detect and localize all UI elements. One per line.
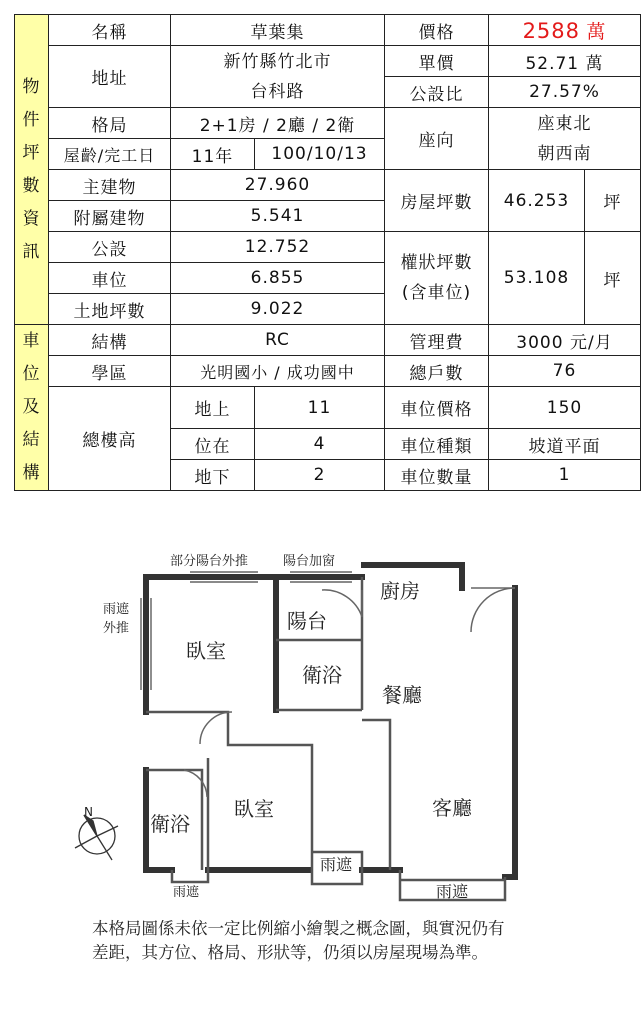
orientation-value: 座東北 朝西南 [489,108,641,170]
label-balcony-push-out: 部分陽台外推 [170,554,249,569]
unit-price-label: 單價 [385,46,489,77]
age-value: 11年 [171,139,255,170]
parking-value: 6.855 [171,263,385,294]
annex-value: 5.541 [171,201,385,232]
land-area-value: 9.022 [171,294,385,325]
parking-price-value: 150 [489,387,641,429]
parking-label: 車位 [49,263,171,294]
public-label: 公設 [49,232,171,263]
compass-label: N [84,805,93,819]
label-awning-3: 雨遮 [436,882,469,901]
parking-type-label: 車位種類 [385,429,489,460]
main-building-label: 主建物 [49,170,171,201]
management-fee-value: 3000 元/月 [489,325,641,356]
school-value: 光明國小 / 成功國中 [171,356,385,387]
house-area-value: 46.253 [489,170,585,232]
unit-price-value: 52.71 萬 [489,46,641,77]
land-area-label: 土地坪數 [49,294,171,325]
room-bedroom-1: 臥室 [186,639,226,663]
parking-price-label: 車位價格 [385,387,489,429]
parking-count-label: 車位數量 [385,460,489,491]
price-label: 價格 [385,15,489,46]
deed-area-label: 權狀坪數 (含車位) [385,232,489,325]
room-kitchen: 廚房 [380,579,420,603]
sidebar-property-info: 物 件 坪 數 資 訊 [15,15,49,325]
address-value: 新竹縣竹北市 台科路 [171,46,385,108]
located-label: 位在 [171,429,255,460]
compass-icon [75,815,118,860]
label-awning-1: 雨遮 [173,885,200,900]
above-value: 11 [255,387,385,429]
room-bedroom-2: 臥室 [234,797,274,821]
name-label: 名稱 [49,15,171,46]
households-value: 76 [489,356,641,387]
public-value: 12.752 [171,232,385,263]
house-area-label: 房屋坪數 [385,170,489,232]
room-balcony: 陽台 [287,609,327,633]
above-label: 地上 [171,387,255,429]
room-bathroom-1: 衛浴 [302,663,342,687]
layout-label: 格局 [49,108,171,139]
label-awning-2: 雨遮 [320,855,353,874]
structure-label: 結構 [49,325,171,356]
note-line-2: 差距，其方位、格局、形狀等，仍須以房屋現場為準。 [92,943,488,962]
age-label: 屋齡/完工日 [49,139,171,170]
parking-count-value: 1 [489,460,641,491]
located-value: 4 [255,429,385,460]
public-ratio-value: 27.57% [489,77,641,108]
note-line-1: 本格局圖係未依一定比例縮小繪製之概念圖，與實況仍有 [92,919,505,938]
annex-label: 附屬建物 [49,201,171,232]
address-label: 地址 [49,46,171,108]
label-awning-push-out-1: 雨遮 [103,602,130,617]
orientation-label: 座向 [385,108,489,170]
public-ratio-label: 公設比 [385,77,489,108]
room-bathroom-2: 衛浴 [150,812,190,836]
price-value: 2588 萬 [489,15,641,46]
property-info-table [14,14,641,491]
room-living: 客廳 [432,796,472,820]
structure-value: RC [171,325,385,356]
households-label: 總戶數 [385,356,489,387]
label-balcony-window: 陽台加窗 [283,554,336,569]
layout-value: 2+1房 / 2廳 / 2衛 [171,108,385,139]
disclaimer-note [92,917,612,965]
main-building-value: 27.960 [171,170,385,201]
label-awning-push-out-2: 外推 [103,621,130,636]
parking-type-value: 坡道平面 [489,429,641,460]
name-value: 草葉集 [171,15,385,46]
total-floors-label: 總樓高 [49,387,171,491]
deed-area-value: 53.108 [489,232,585,325]
below-value: 2 [255,460,385,491]
completion-date: 100/10/13 [255,139,385,170]
management-fee-label: 管理費 [385,325,489,356]
house-area-unit: 坪 [585,170,641,232]
room-dining: 餐廳 [382,683,422,707]
deed-area-unit: 坪 [585,232,641,325]
below-label: 地下 [171,460,255,491]
school-label: 學區 [49,356,171,387]
sidebar-parking-structure: 車 位 及 結 構 [15,325,49,491]
